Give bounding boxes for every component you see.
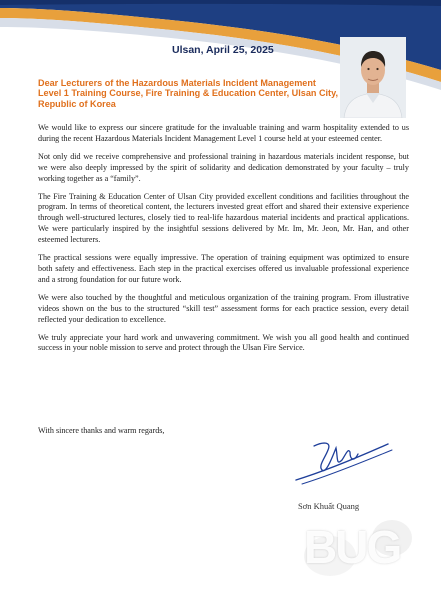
letter-body	[38, 123, 409, 361]
handwritten-signature	[292, 436, 402, 488]
signer-name: Sơn Khuất Quang	[298, 501, 360, 511]
dateline: Ulsan, April 25, 2025	[172, 44, 274, 56]
body-paragraph: We were also touched by the thoughtful and meticulous organization of the training program. From illustrative videos shown on the bus to the structured “skill test” assessment forms for each practice session, every detail reflected your dedication to excellence.	[38, 292, 409, 324]
author-photo	[340, 37, 406, 118]
body-paragraph: We truly appreciate your hard work and unwavering commitment. We wish you all good health and continued success in your noble mission to serve and protect through the Ulsan Fire Service.	[38, 332, 409, 353]
body-paragraph: The Fire Training & Education Center of Ulsan City provided excellent conditions and facilities throughout the program. In terms of theoretical content, the lecturers invested great effort and shared their extensive experience through well-structured lectures, closely tied to real-life hazardous material incidents and practical applications. We were particularly inspired by the insightful sessions delivered by Mr. Im, Mr. Jeon, Mr. Han, and other esteemed lecturers.	[38, 191, 409, 245]
body-paragraph: We would like to express our sincere gratitude for the invaluable training and warm hospitality extended to us during the recent Hazardous Materials Incident Management Level 1 course held at your esteemed center.	[38, 123, 409, 143]
watermark-logo: BUG	[304, 521, 401, 573]
salutation: Dear Lecturers of the Hazardous Materials Incident Management Level 1 Training Course, Fire Training & Education Center, Ulsan City, Republic of Korea	[38, 78, 338, 109]
closing-line: With sincere thanks and warm regards,	[38, 426, 165, 435]
body-paragraph: The practical sessions were equally impressive. The operation of training equipment was optimized to ensure both safety and effectiveness. Each step in the practical exercises offered us invaluable professional experience and a strong foundation for our future work.	[38, 253, 409, 284]
portrait-image	[340, 37, 406, 118]
body-paragraph: Not only did we receive comprehensive and professional training in hazardous materials incident response, but we were also deeply impressed by the spirit of solidarity and dedication demonstrated by your faculty – truly working together as a “family”.	[38, 151, 409, 183]
